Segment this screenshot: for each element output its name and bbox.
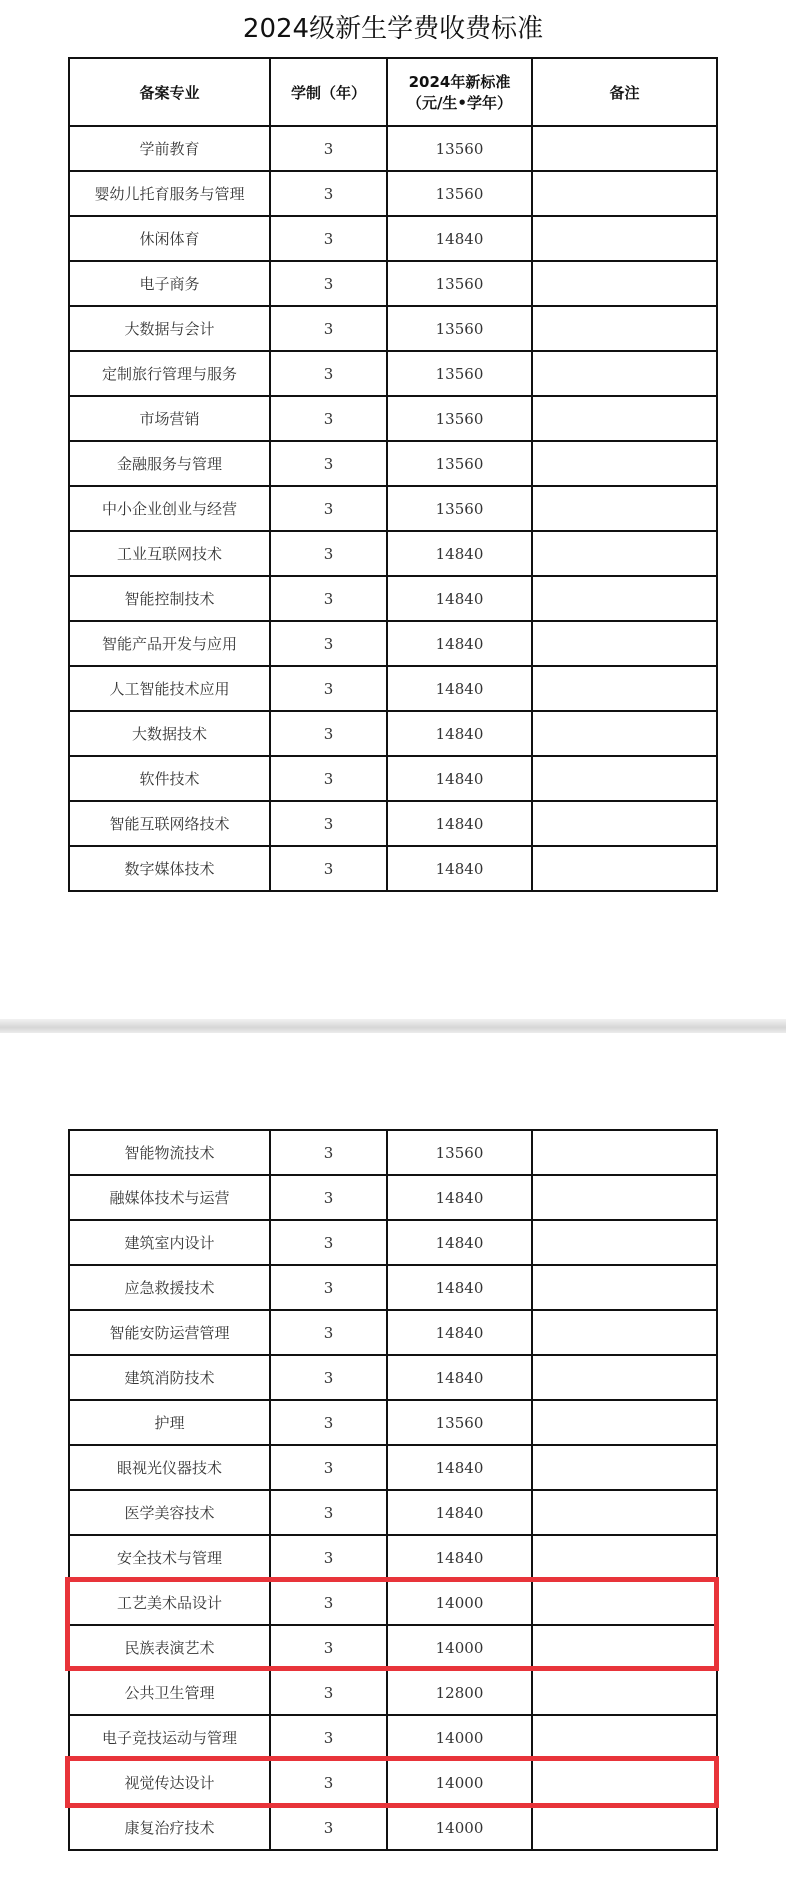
fee-table-page-2 (68, 1129, 718, 1851)
note-cell (532, 216, 717, 261)
fee-cell: 13560 (387, 351, 532, 396)
years-cell: 3 (270, 576, 387, 621)
note-cell (532, 1175, 717, 1220)
major-cell: 数字媒体技术 (69, 846, 270, 891)
fee-cell: 13560 (387, 126, 532, 171)
years-cell: 3 (270, 1310, 387, 1355)
years-cell: 3 (270, 1355, 387, 1400)
table-row (69, 306, 717, 351)
note-cell (532, 306, 717, 351)
fee-cell: 14840 (387, 711, 532, 756)
fee-cell: 14000 (387, 1715, 532, 1760)
major-cell: 金融服务与管理 (69, 441, 270, 486)
years-cell: 3 (270, 396, 387, 441)
note-cell (532, 1490, 717, 1535)
years-cell: 3 (270, 1760, 387, 1805)
table-row (69, 531, 717, 576)
years-cell: 3 (270, 621, 387, 666)
years-cell: 3 (270, 531, 387, 576)
years-cell: 3 (270, 801, 387, 846)
years-cell: 3 (270, 1670, 387, 1715)
note-cell (532, 1535, 717, 1580)
major-cell: 建筑室内设计 (69, 1220, 270, 1265)
years-cell: 3 (270, 1580, 387, 1625)
major-cell: 应急救援技术 (69, 1265, 270, 1310)
page-title: 2024级新生学费收费标准 (242, 14, 544, 44)
note-cell (532, 1130, 717, 1175)
table-row (69, 216, 717, 261)
years-cell: 3 (270, 1220, 387, 1265)
note-cell (532, 666, 717, 711)
major-cell: 智能物流技术 (69, 1130, 270, 1175)
years-cell: 3 (270, 216, 387, 261)
note-cell (532, 801, 717, 846)
table-row (69, 1625, 717, 1670)
major-cell: 市场营销 (69, 396, 270, 441)
table-row (69, 1355, 717, 1400)
years-cell: 3 (270, 1445, 387, 1490)
table-row (69, 126, 717, 171)
table-row (69, 1715, 717, 1760)
table-row (69, 666, 717, 711)
years-cell: 3 (270, 1805, 387, 1850)
major-cell: 医学美容技术 (69, 1490, 270, 1535)
table-row (69, 351, 717, 396)
years-cell: 3 (270, 711, 387, 756)
major-cell: 中小企业创业与经营 (69, 486, 270, 531)
note-cell (532, 486, 717, 531)
table-row (69, 1670, 717, 1715)
major-cell: 大数据与会计 (69, 306, 270, 351)
years-cell: 3 (270, 486, 387, 531)
major-cell: 护理 (69, 1400, 270, 1445)
table-header-row (69, 58, 717, 126)
note-cell (532, 1670, 717, 1715)
major-cell: 定制旅行管理与服务 (69, 351, 270, 396)
note-cell (532, 126, 717, 171)
note-cell (532, 1220, 717, 1265)
years-cell: 3 (270, 1715, 387, 1760)
fee-cell: 14840 (387, 576, 532, 621)
header-fee-line2: （元/生•学年） (406, 94, 513, 112)
table-row (69, 1580, 717, 1625)
table-row (69, 1805, 717, 1850)
years-cell: 3 (270, 306, 387, 351)
years-cell: 3 (270, 1130, 387, 1175)
fee-cell: 13560 (387, 396, 532, 441)
major-cell: 人工智能技术应用 (69, 666, 270, 711)
fee-cell: 14840 (387, 1490, 532, 1535)
fee-cell: 14840 (387, 846, 532, 891)
fee-cell: 14840 (387, 1310, 532, 1355)
years-cell: 3 (270, 1535, 387, 1580)
years-cell: 3 (270, 171, 387, 216)
major-cell: 软件技术 (69, 756, 270, 801)
fee-cell: 14000 (387, 1580, 532, 1625)
major-cell: 电子竞技运动与管理 (69, 1715, 270, 1760)
fee-cell: 13560 (387, 1130, 532, 1175)
fee-cell: 12800 (387, 1670, 532, 1715)
fee-cell: 14840 (387, 1535, 532, 1580)
table-row (69, 756, 717, 801)
table-row (69, 576, 717, 621)
note-cell (532, 1400, 717, 1445)
major-cell: 智能控制技术 (69, 576, 270, 621)
years-cell: 3 (270, 846, 387, 891)
major-cell: 康复治疗技术 (69, 1805, 270, 1850)
years-cell: 3 (270, 756, 387, 801)
table-row (69, 801, 717, 846)
major-cell: 智能安防运营管理 (69, 1310, 270, 1355)
years-cell: 3 (270, 351, 387, 396)
header-major: 备案专业 (69, 58, 270, 126)
table-row (69, 1445, 717, 1490)
fee-table-page-1 (68, 57, 718, 892)
major-cell: 智能互联网络技术 (69, 801, 270, 846)
fee-cell: 13560 (387, 261, 532, 306)
fee-cell: 14840 (387, 666, 532, 711)
fee-cell: 13560 (387, 306, 532, 351)
note-cell (532, 1805, 717, 1850)
page-divider (0, 1019, 786, 1033)
major-cell: 大数据技术 (69, 711, 270, 756)
major-cell: 工艺美术品设计 (69, 1580, 270, 1625)
major-cell: 学前教育 (69, 126, 270, 171)
fee-cell: 14000 (387, 1805, 532, 1850)
header-fee-line1: 2024年新标准 (408, 73, 511, 91)
fee-cell: 13560 (387, 486, 532, 531)
table-row (69, 1265, 717, 1310)
table-row (69, 171, 717, 216)
note-cell (532, 1355, 717, 1400)
fee-cell: 14840 (387, 216, 532, 261)
header-note: 备注 (532, 58, 717, 126)
note-cell (532, 1625, 717, 1670)
note-cell (532, 711, 717, 756)
fee-cell: 14840 (387, 621, 532, 666)
fee-cell: 14840 (387, 801, 532, 846)
table-row (69, 1310, 717, 1355)
table-row (69, 396, 717, 441)
table-row (69, 621, 717, 666)
table-row (69, 486, 717, 531)
major-cell: 休闲体育 (69, 216, 270, 261)
fee-cell: 14840 (387, 756, 532, 801)
years-cell: 3 (270, 1490, 387, 1535)
fee-cell: 14000 (387, 1625, 532, 1670)
note-cell (532, 531, 717, 576)
years-cell: 3 (270, 1625, 387, 1670)
major-cell: 工业互联网技术 (69, 531, 270, 576)
major-cell: 电子商务 (69, 261, 270, 306)
years-cell: 3 (270, 1175, 387, 1220)
table-row (69, 1490, 717, 1535)
years-cell: 3 (270, 1265, 387, 1310)
note-cell (532, 1580, 717, 1625)
header-fee (387, 58, 532, 126)
table-row (69, 1220, 717, 1265)
table-row (69, 1400, 717, 1445)
years-cell: 3 (270, 441, 387, 486)
table-row (69, 261, 717, 306)
major-cell: 婴幼儿托育服务与管理 (69, 171, 270, 216)
fee-cell: 13560 (387, 1400, 532, 1445)
note-cell (532, 351, 717, 396)
table-row (69, 711, 717, 756)
note-cell (532, 171, 717, 216)
fee-cell: 14840 (387, 1355, 532, 1400)
fee-cell: 13560 (387, 441, 532, 486)
table-row (69, 846, 717, 891)
fee-cell: 14840 (387, 531, 532, 576)
major-cell: 智能产品开发与应用 (69, 621, 270, 666)
fee-cell: 14840 (387, 1265, 532, 1310)
major-cell: 视觉传达设计 (69, 1760, 270, 1805)
note-cell (532, 621, 717, 666)
note-cell (532, 396, 717, 441)
major-cell: 融媒体技术与运营 (69, 1175, 270, 1220)
note-cell (532, 1715, 717, 1760)
note-cell (532, 576, 717, 621)
note-cell (532, 1310, 717, 1355)
note-cell (532, 756, 717, 801)
fee-cell: 14000 (387, 1760, 532, 1805)
table-row (69, 1535, 717, 1580)
note-cell (532, 261, 717, 306)
major-cell: 安全技术与管理 (69, 1535, 270, 1580)
table-row (69, 1760, 717, 1805)
years-cell: 3 (270, 1400, 387, 1445)
fee-cell: 14840 (387, 1220, 532, 1265)
years-cell: 3 (270, 126, 387, 171)
major-cell: 眼视光仪器技术 (69, 1445, 270, 1490)
fee-cell: 13560 (387, 171, 532, 216)
major-cell: 公共卫生管理 (69, 1670, 270, 1715)
note-cell (532, 1760, 717, 1805)
note-cell (532, 441, 717, 486)
table-row (69, 441, 717, 486)
table-row (69, 1130, 717, 1175)
note-cell (532, 1445, 717, 1490)
note-cell (532, 846, 717, 891)
years-cell: 3 (270, 261, 387, 306)
fee-cell: 14840 (387, 1175, 532, 1220)
fee-cell: 14840 (387, 1445, 532, 1490)
major-cell: 建筑消防技术 (69, 1355, 270, 1400)
table-row (69, 1175, 717, 1220)
note-cell (532, 1265, 717, 1310)
major-cell: 民族表演艺术 (69, 1625, 270, 1670)
years-cell: 3 (270, 666, 387, 711)
header-years: 学制（年） (270, 58, 387, 126)
